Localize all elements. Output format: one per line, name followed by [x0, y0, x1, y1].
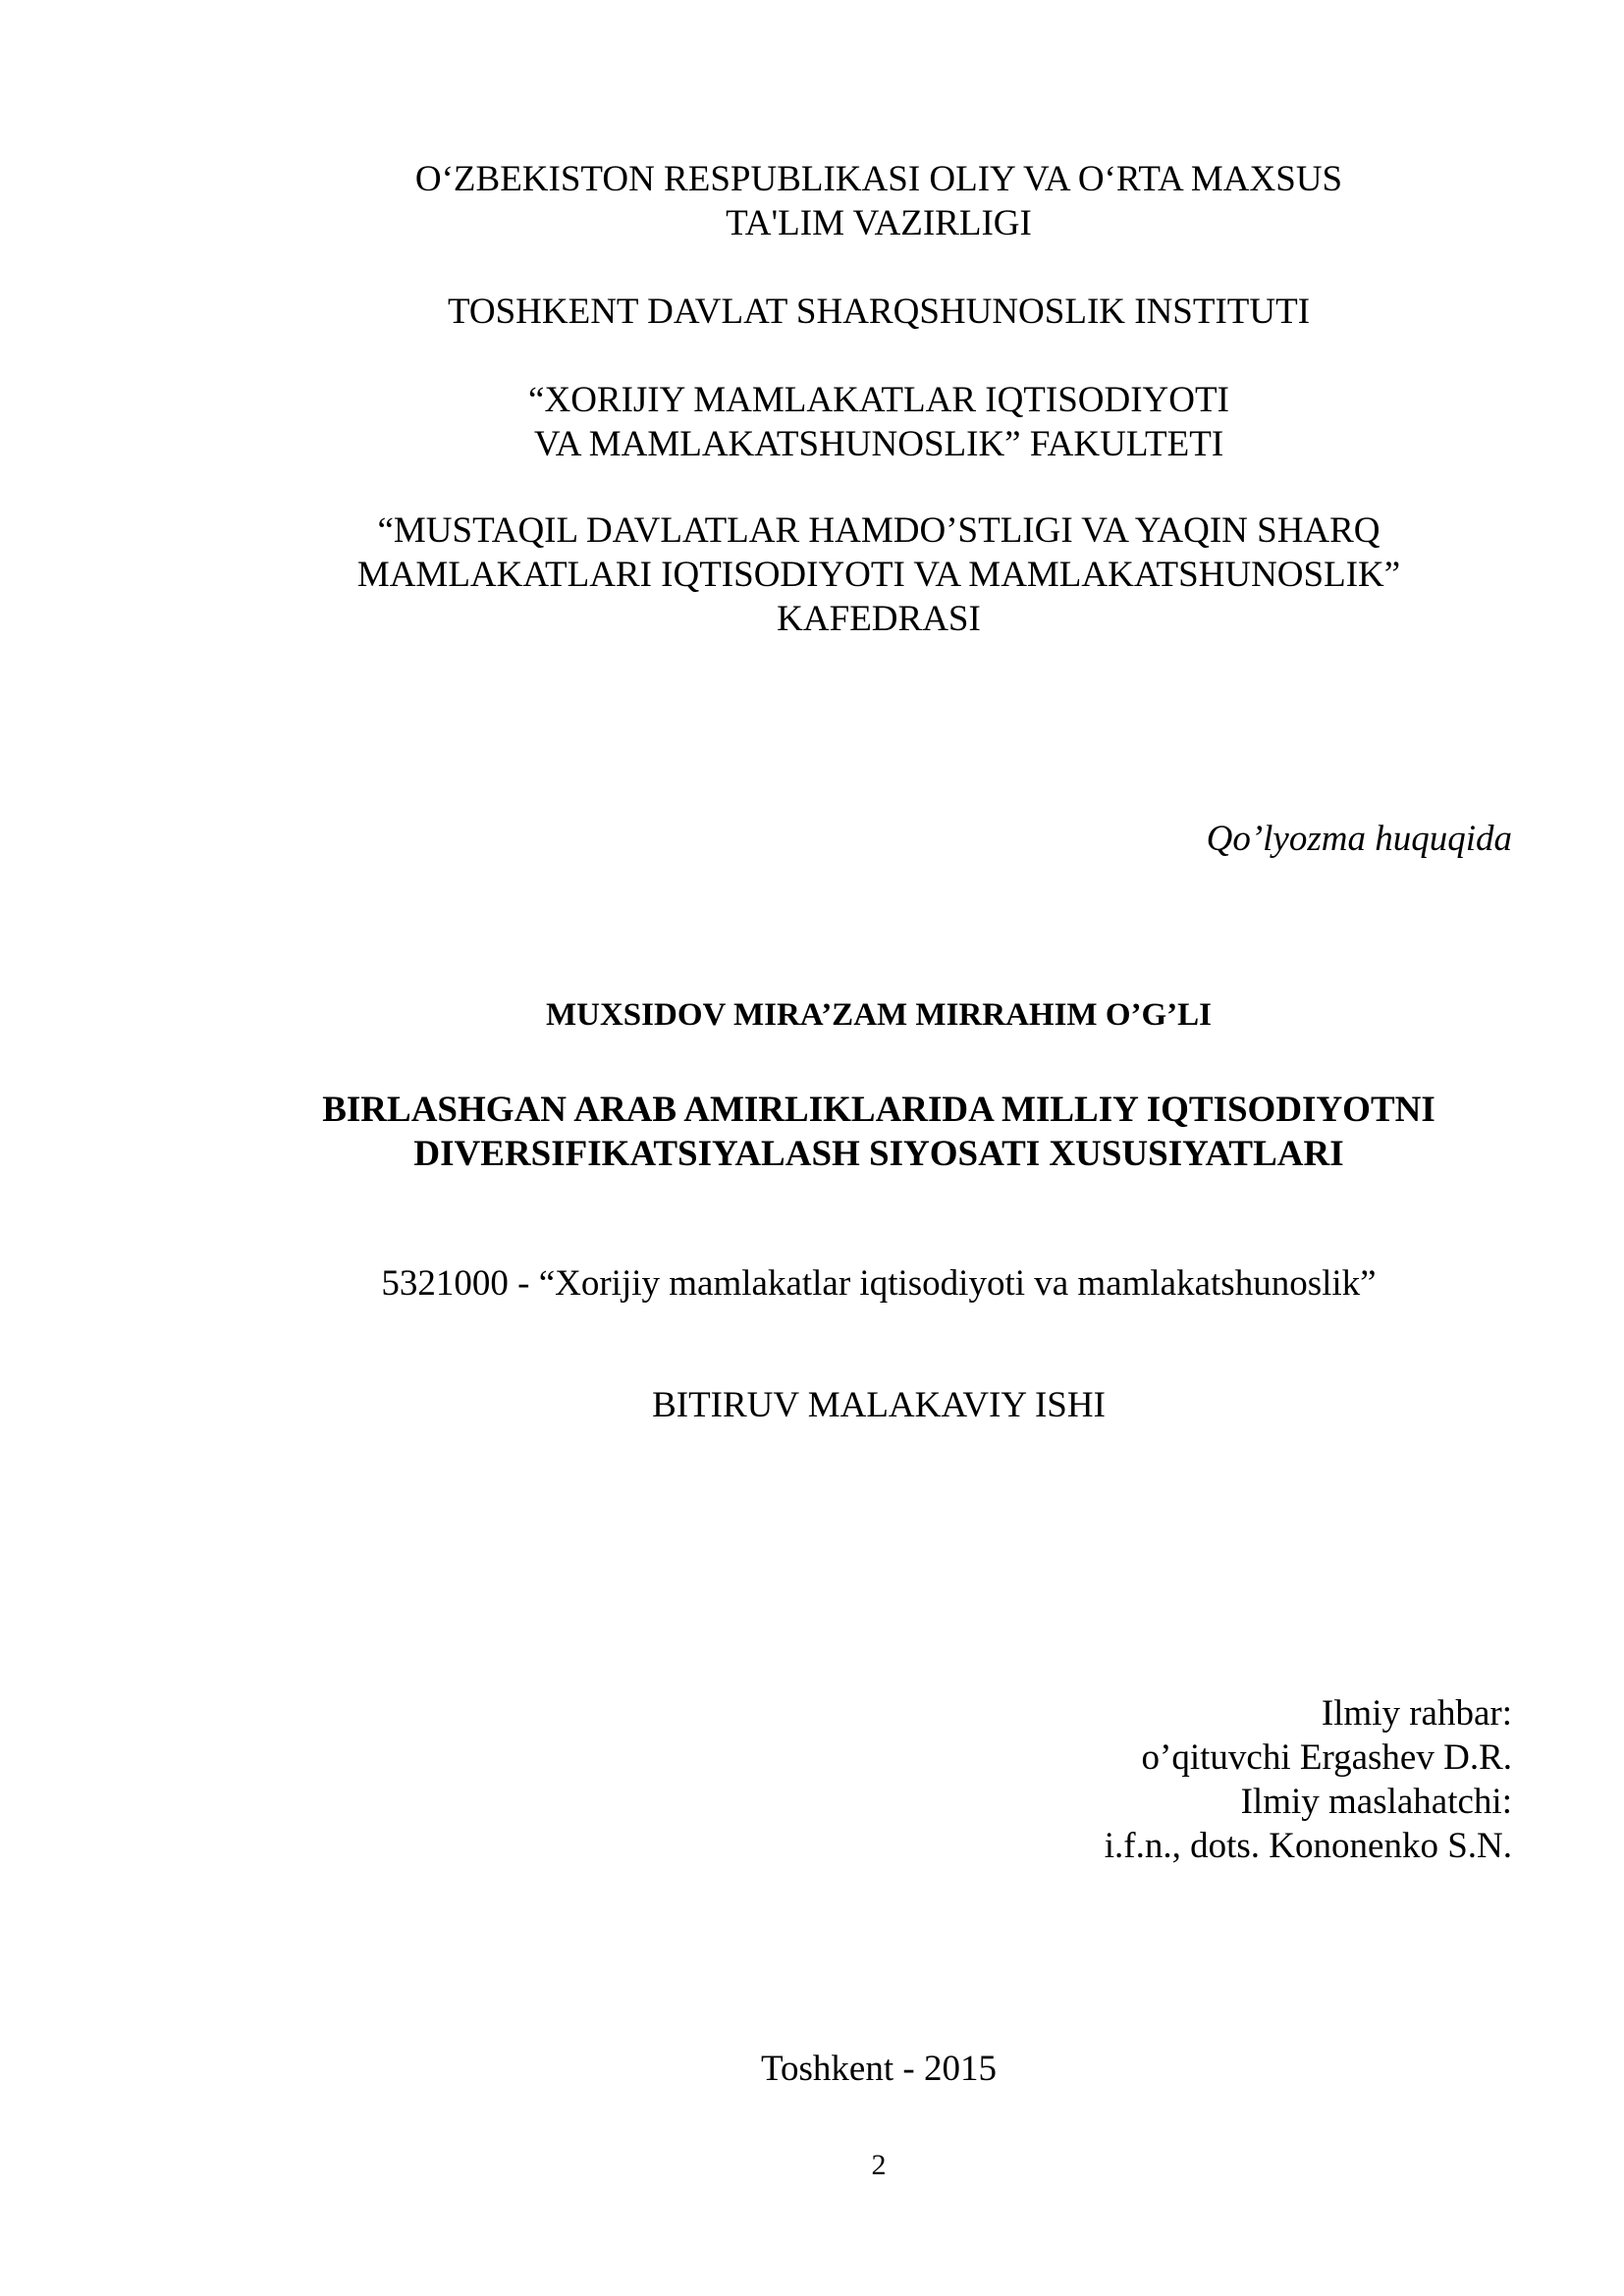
institute-heading [196, 290, 1561, 334]
thesis-title [196, 1088, 1561, 1176]
manuscript-note-text: Qo’lyozma huquqida [1206, 819, 1512, 859]
place-year [196, 2047, 1561, 2091]
ministry-line-2: TA'LIM VAZIRLIGI [726, 203, 1032, 243]
consultant-label: Ilmiy maslahatchi: [1240, 1782, 1512, 1822]
supervisor-name: o’qituvchi Ergashev D.R. [1141, 1737, 1512, 1778]
work-type [196, 1383, 1561, 1427]
page-number-text: 2 [871, 2149, 887, 2181]
thesis-title-line-1: BIRLASHGAN ARAB AMIRLIKLARIDA MILLIY IQTISODIYOTNI [322, 1090, 1435, 1130]
department-line-2: MAMLAKATLARI IQTISODIYOTI VA MAMLAKATSHUNOSLIK” [356, 555, 1401, 595]
work-type-text: BITIRUV MALAKAVIY ISHI [652, 1385, 1106, 1425]
consultant-name: i.f.n., dots. Kononenko S.N. [1104, 1826, 1512, 1866]
supervisor-label: Ilmiy rahbar: [1321, 1693, 1512, 1734]
manuscript-note [884, 817, 1512, 861]
department-line-1: “MUSTAQIL DAVLATLAR HAMDO’STLIGI VA YAQIN SHARQ [377, 510, 1380, 551]
author-name-text: MUXSIDOV MIRA’ZAM MIRRAHIM O’G’LI [546, 997, 1212, 1033]
thesis-title-line-2: DIVERSIFIKATSIYALASH SIYOSATI XUSUSIYATLARI [413, 1134, 1344, 1174]
page-number [196, 2148, 1561, 2183]
specialty-line [196, 1261, 1561, 1306]
ministry-line-1: O‘ZBEKISTON RESPUBLIKASI OLIY VA O‘RTA MAXSUS [414, 159, 1343, 199]
ministry-heading [196, 157, 1561, 245]
specialty-text: 5321000 - “Xorijiy mamlakatlar iqtisodiyoti va mamlakatshunoslik” [381, 1263, 1377, 1304]
faculty-heading [196, 378, 1561, 466]
supervisors-block [884, 1691, 1512, 1868]
department-line-3: KAFEDRASI [777, 599, 981, 639]
faculty-line-1: “XORIJIY MAMLAKATLAR IQTISODIYOTI [528, 380, 1229, 420]
faculty-line-2: VA MAMLAKATSHUNOSLIK” FAKULTETI [533, 424, 1224, 464]
author-name [196, 993, 1561, 1038]
place-year-text: Toshkent - 2015 [761, 2049, 997, 2089]
institute-name: TOSHKENT DAVLAT SHARQSHUNOSLIK INSTITUTI [447, 292, 1311, 332]
department-heading [196, 508, 1561, 641]
